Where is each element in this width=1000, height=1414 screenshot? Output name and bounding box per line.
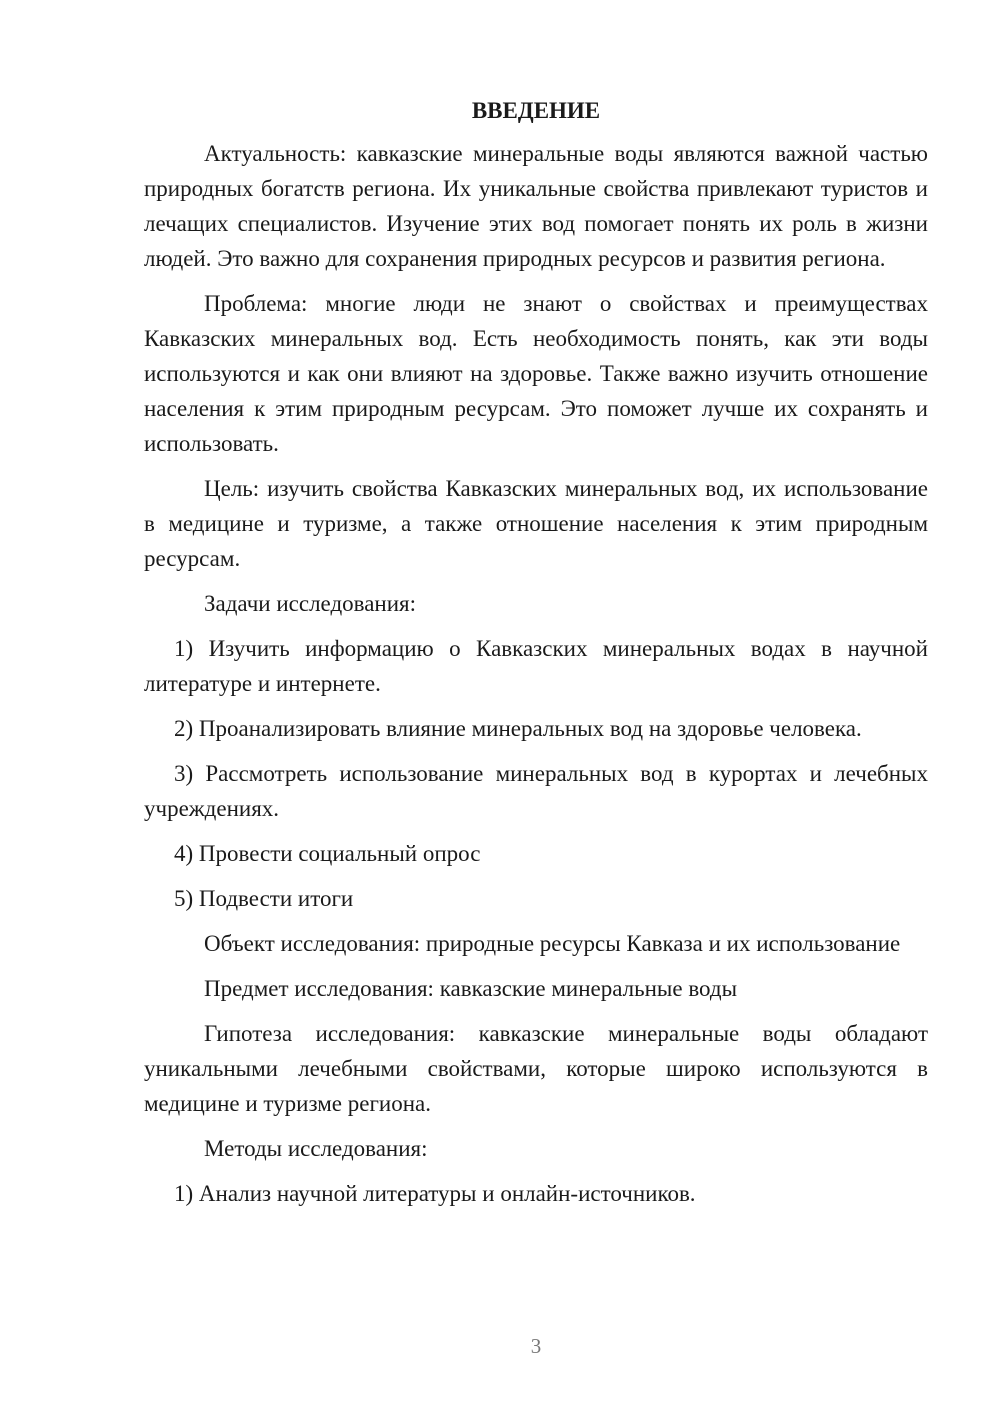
task-item-1: 1) Изучить информацию о Кавказских минеральных водах в научной литературе и интернете. <box>144 636 928 696</box>
page-content <box>144 96 928 1221</box>
page-number: 3 <box>530 1334 542 1358</box>
task-item-2: 2) Проанализировать влияние минеральных вод на здоровье человека. <box>174 716 862 741</box>
paragraph-hypothesis: Гипотеза исследования: кавказские минеральные воды обладают уникальными лечебными свойствами, которые широко используются в медицине и туризме региона. <box>144 1021 928 1116</box>
paragraph-goal: Цель: изучить свойства Кавказских минеральных вод, их использование в медицине и туризме, а также отношение населения к этим природным ресурсам. <box>144 476 928 571</box>
task-item-5: 5) Подвести итоги <box>174 886 354 911</box>
tasks-heading: Задачи исследования: <box>204 591 417 616</box>
task-item-4: 4) Провести социальный опрос <box>174 841 481 866</box>
task-item-3: 3) Рассмотреть использование минеральных вод в курортах и лечебных учреждениях. <box>144 761 928 821</box>
paragraph-problem: Проблема: многие люди не знают о свойствах и преимуществах Кавказских минеральных вод. Есть необходимость понять, как эти воды используются и как они влияют на здоровье. Также важно изучить отношение населения к этим природным ресурсам. Это поможет лучше их сохранять и использовать. <box>144 291 928 456</box>
page-title: ВВЕДЕНИЕ <box>471 98 601 123</box>
paragraph-subject: Предмет исследования: кавказские минеральные воды <box>204 976 738 1001</box>
paragraph-object: Объект исследования: природные ресурсы Кавказа и их использование <box>204 931 901 956</box>
paragraph-relevance: Актуальность: кавказские минеральные воды являются важной частью природных богатств региона. Их уникальные свойства привлекают туристов и лечащих специалистов. Изучение этих вод помогает понять их роль в жизни людей. Это важно для сохранения природных ресурсов и развития региона. <box>144 141 928 271</box>
method-item-1: 1) Анализ научной литературы и онлайн-источников. <box>174 1181 696 1206</box>
methods-heading: Методы исследования: <box>204 1136 428 1161</box>
